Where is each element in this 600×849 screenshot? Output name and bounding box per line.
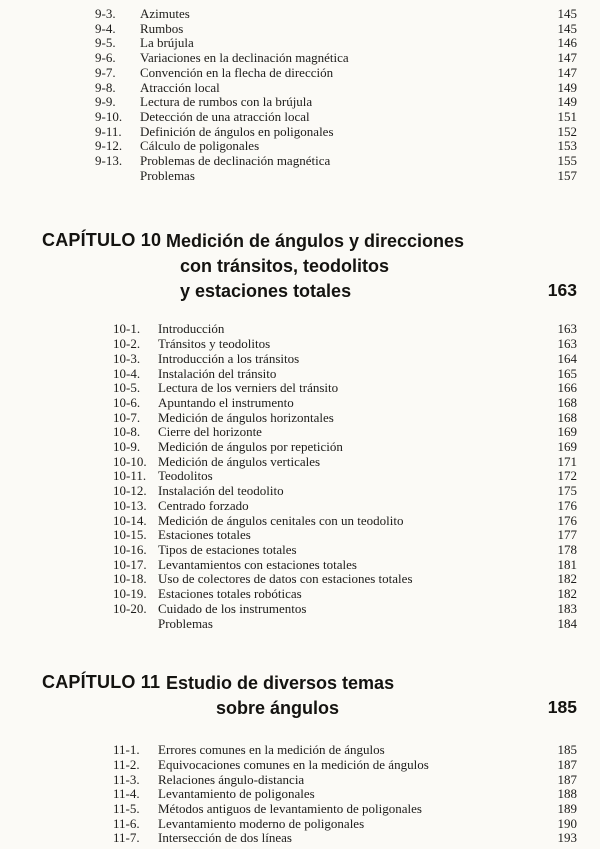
section-title: Estaciones totales	[158, 528, 251, 543]
section-number: 9-11.	[95, 123, 122, 139]
toc-row	[113, 484, 577, 499]
section-page-number: 163	[557, 336, 577, 352]
section-page-number: 178	[557, 541, 577, 557]
section-page-number: 169	[557, 439, 577, 455]
section-page-number: 172	[557, 468, 577, 484]
section-number: 9-6.	[95, 50, 116, 66]
section-title: Instalación del tránsito	[158, 366, 277, 381]
toc-row	[113, 425, 577, 440]
section-page-number: 175	[557, 483, 577, 499]
section-number: 10-20.	[113, 600, 147, 616]
section-page-number: 147	[557, 50, 577, 66]
section-number: 9-3.	[95, 6, 116, 21]
chapter-10-page-number: 163	[547, 280, 577, 301]
section-title: Atracción local	[140, 80, 220, 95]
section-title: Tránsitos y teodolitos	[158, 337, 271, 352]
section-title: Levantamiento de poligonales	[158, 787, 315, 802]
toc-row	[113, 617, 577, 632]
section-title: Cálculo de poligonales	[140, 139, 260, 154]
section-page-number: 176	[557, 512, 577, 528]
section-number: 10-9.	[113, 439, 141, 455]
section-number: 10-8.	[113, 424, 141, 440]
section-title: Medición de ángulos verticales	[158, 454, 321, 469]
section-title: Intersección de dos líneas	[158, 831, 292, 846]
toc-row	[95, 169, 577, 184]
section-page-number: 185	[557, 742, 577, 758]
section-title: Relaciones ángulo-distancia	[158, 772, 305, 787]
section-title: Estaciones totales robóticas	[158, 587, 302, 602]
section-title: Apuntando el instrumento	[158, 395, 294, 410]
section-page-number: 188	[557, 786, 577, 802]
section-number: 10-19.	[113, 586, 147, 602]
section-title: Lectura de rumbos con la brújula	[140, 95, 313, 110]
toc-row	[113, 558, 577, 573]
section-number: 10-13.	[113, 497, 147, 513]
toc-row	[113, 543, 577, 558]
section-title: Introducción a los tránsitos	[158, 351, 300, 366]
chapter-10-items	[113, 322, 577, 631]
section-number: 11-3.	[113, 771, 140, 787]
section-number: 9-8.	[95, 79, 116, 95]
chapter-title-line: Medición de ángulos y direcciones	[166, 231, 465, 252]
section-number: 9-9.	[95, 94, 116, 110]
section-title: Medición de ángulos cenitales con un teodolito	[158, 513, 404, 528]
section-number: 10-12.	[113, 483, 147, 499]
chapter-9-items	[95, 0, 577, 183]
chapter-10-heading	[0, 229, 600, 304]
section-title: Detección de una atracción local	[140, 109, 310, 124]
section-title: Introducción	[158, 322, 225, 337]
section-number: 9-5.	[95, 35, 116, 51]
section-page-number: 189	[557, 801, 577, 817]
toc-row	[113, 773, 577, 788]
section-title: Convención en la flecha de dirección	[140, 65, 334, 80]
section-title: Problemas	[158, 616, 213, 631]
toc-row	[95, 22, 577, 37]
section-title: Instalación del teodolito	[158, 484, 284, 499]
section-title: Uso de colectores de datos con estaciones totales	[158, 572, 413, 587]
section-number: 10-16.	[113, 541, 147, 557]
section-page-number: 149	[557, 79, 577, 95]
chapter-10-title	[166, 229, 530, 304]
section-title: Problemas de declinación magnética	[140, 154, 331, 169]
toc-row	[113, 337, 577, 352]
section-number: 10-11.	[113, 468, 147, 484]
chapter-11-items	[113, 743, 577, 846]
section-page-number: 177	[557, 527, 577, 543]
section-number: 11-5.	[113, 801, 140, 817]
section-page-number: 152	[557, 123, 577, 139]
section-page-number: 168	[557, 394, 577, 410]
chapter-11-label: CAPÍTULO 11	[42, 672, 161, 693]
toc-row	[113, 528, 577, 543]
section-page-number: 157	[557, 167, 577, 183]
section-number: 10-3.	[113, 350, 141, 366]
section-title: Errores comunes en la medición de ángulos	[158, 743, 385, 758]
toc-row	[113, 514, 577, 529]
section-number: 11-7.	[113, 830, 140, 846]
section-title: Medición de ángulos horizontales	[158, 410, 334, 425]
section-title: Centrado forzado	[158, 498, 249, 513]
section-title: Tipos de estaciones totales	[158, 542, 297, 557]
chapter-title-line: y estaciones totales	[180, 281, 352, 302]
section-title: Cierre del horizonte	[158, 425, 262, 440]
chapter-title-line: Estudio de diversos temas	[166, 673, 395, 694]
toc-row	[113, 411, 577, 426]
toc-row	[113, 602, 577, 617]
toc-row	[113, 758, 577, 773]
chapter-10-label: CAPÍTULO 10	[42, 230, 162, 251]
section-number: 10-2.	[113, 336, 141, 352]
section-title: Teodolitos	[158, 469, 213, 484]
section-page-number: 163	[557, 321, 577, 337]
section-number: 11-1.	[113, 742, 140, 758]
section-page-number: 145	[557, 6, 577, 21]
section-title: La brújula	[140, 36, 194, 51]
section-number: 10-17.	[113, 556, 147, 572]
section-number: 11-2.	[113, 756, 140, 772]
section-page-number: 145	[557, 20, 577, 36]
toc-row	[113, 587, 577, 602]
section-title: Cuidado de los instrumentos	[158, 601, 307, 616]
section-page-number: 187	[557, 771, 577, 787]
toc-row	[113, 787, 577, 802]
section-page-number: 147	[557, 64, 577, 80]
toc-row	[95, 139, 577, 154]
toc-row	[113, 817, 577, 832]
section-title: Levantamientos con estaciones totales	[158, 557, 357, 572]
section-number: 10-18.	[113, 571, 147, 587]
section-page-number: 155	[557, 153, 577, 169]
toc-row	[113, 499, 577, 514]
section-number: 9-7.	[95, 64, 116, 80]
section-number: 10-1.	[113, 321, 141, 337]
section-title: Variaciones en la declinación magnética	[140, 51, 349, 66]
section-number: 11-4.	[113, 786, 140, 802]
toc-row	[95, 125, 577, 140]
toc-row	[113, 743, 577, 758]
section-page-number: 183	[557, 600, 577, 616]
toc-row	[113, 352, 577, 367]
section-page-number: 193	[557, 830, 577, 846]
section-number: 9-10.	[95, 108, 123, 124]
section-number: 10-10.	[113, 453, 147, 469]
section-page-number: 164	[557, 350, 577, 366]
toc-row	[95, 36, 577, 51]
section-page-number: 168	[557, 409, 577, 425]
section-number: 9-12.	[95, 138, 123, 154]
toc-row	[113, 469, 577, 484]
toc-row	[95, 7, 577, 22]
toc-row	[113, 831, 577, 846]
chapter-11-heading	[0, 671, 600, 721]
section-title: Métodos antiguos de levantamiento de poligonales	[158, 802, 422, 817]
toc-row	[113, 572, 577, 587]
section-page-number: 182	[557, 571, 577, 587]
chapter-title-line: con tránsitos, teodolitos	[180, 256, 390, 277]
section-page-number: 176	[557, 497, 577, 513]
section-page-number: 184	[557, 615, 577, 631]
toc-row	[113, 802, 577, 817]
section-number: 9-4.	[95, 20, 116, 36]
section-page-number: 151	[557, 108, 577, 124]
toc-row	[95, 66, 577, 81]
section-title: Rumbos	[140, 21, 184, 36]
toc-row	[113, 396, 577, 411]
toc-row	[113, 322, 577, 337]
section-number: 10-5.	[113, 380, 141, 396]
section-page-number: 146	[557, 35, 577, 51]
section-page-number: 165	[557, 365, 577, 381]
section-page-number: 190	[557, 815, 577, 831]
section-page-number: 171	[557, 453, 577, 469]
section-number: 10-4.	[113, 365, 141, 381]
toc-row	[113, 440, 577, 455]
section-number: 10-6.	[113, 394, 141, 410]
toc-row	[113, 367, 577, 382]
section-page-number: 166	[557, 380, 577, 396]
section-page-number: 169	[557, 424, 577, 440]
section-number: 9-13.	[95, 153, 123, 169]
toc-row	[95, 154, 577, 169]
toc-row	[113, 455, 577, 470]
section-page-number: 182	[557, 586, 577, 602]
section-page-number: 153	[557, 138, 577, 154]
toc-row	[95, 95, 577, 110]
section-title: Levantamiento moderno de poligonales	[158, 816, 365, 831]
section-title: Problemas	[140, 168, 195, 183]
section-page-number: 149	[557, 94, 577, 110]
section-number: 10-15.	[113, 527, 147, 543]
chapter-11-page-number: 185	[547, 697, 577, 718]
section-page-number: 181	[557, 556, 577, 572]
section-page-number: 187	[557, 756, 577, 772]
section-number: 10-7.	[113, 409, 141, 425]
chapter-11-title	[166, 671, 530, 721]
section-title: Medición de ángulos por repetición	[158, 440, 343, 455]
section-number: 11-6.	[113, 815, 140, 831]
section-title: Azimutes	[140, 7, 190, 21]
toc-row	[95, 110, 577, 125]
section-title: Definición de ángulos en poligonales	[140, 124, 334, 139]
section-number: 10-14.	[113, 512, 147, 528]
toc-row	[95, 81, 577, 96]
section-title: Equivocaciones comunes en la medición de ángulos	[158, 757, 429, 772]
section-title: Lectura de los verniers del tránsito	[158, 381, 339, 396]
chapter-title-line: sobre ángulos	[216, 698, 340, 719]
section-number	[95, 169, 140, 184]
toc-row	[113, 381, 577, 396]
toc-row	[95, 51, 577, 66]
section-number	[113, 617, 158, 632]
